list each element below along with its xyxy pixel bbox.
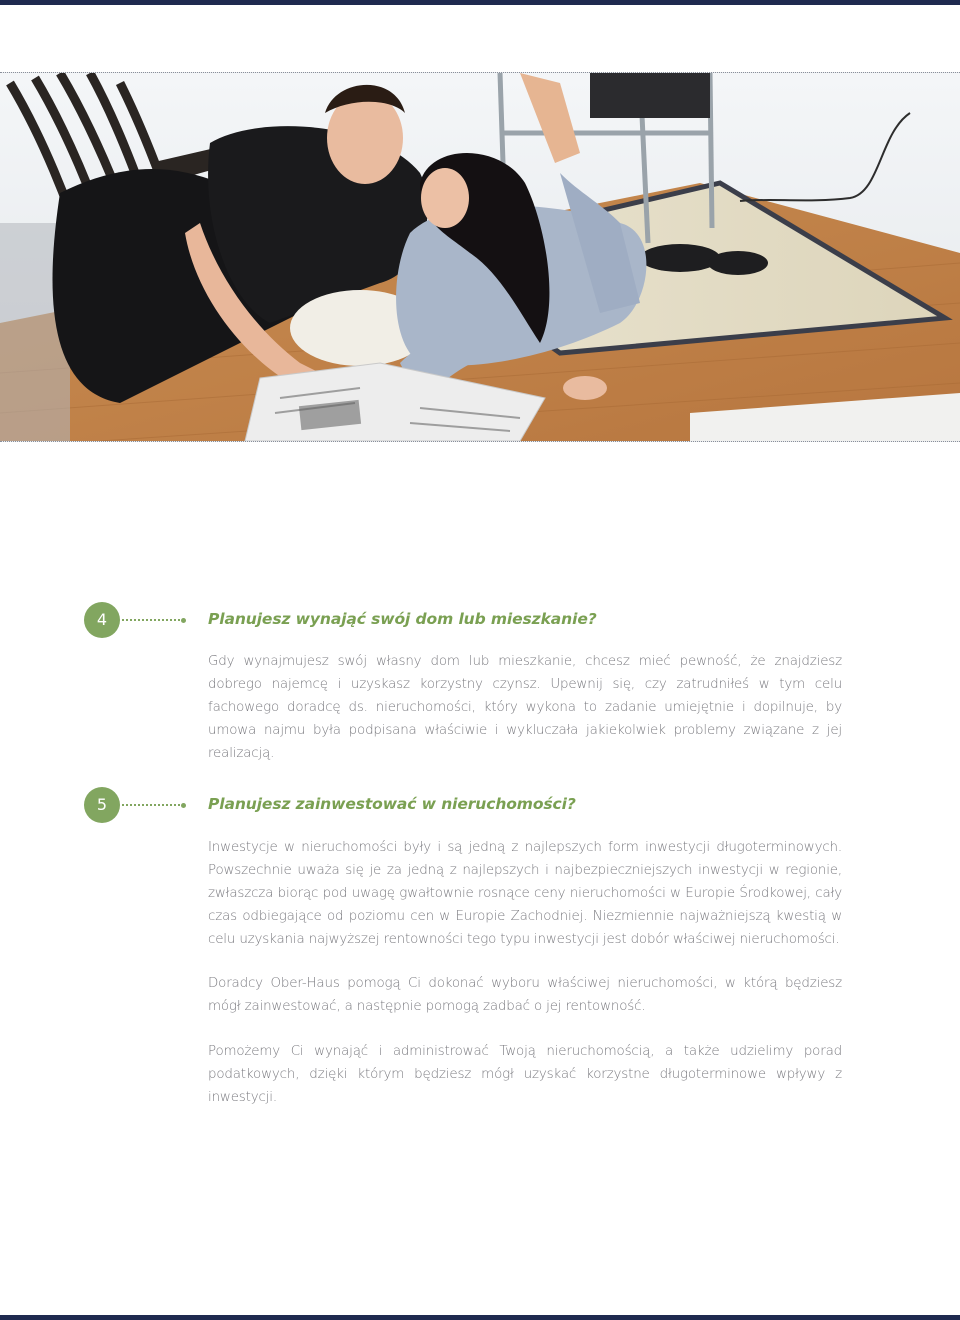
section-number-badge: 5 [84, 787, 120, 823]
section-number-badge: 4 [84, 602, 120, 638]
hero-photo [0, 72, 960, 442]
connector-dot [181, 803, 186, 808]
section-paragraph: Doradcy Ober-Haus pomogą Ci dokonać wyboru właściwej nieruchomości, w którą będziesz mógł zainwestować, a następnie pomogą zadbać o jej rentowność. [208, 976, 842, 1014]
bottom-border-bar [0, 1315, 960, 1320]
section-paragraph: Gdy wynajmujesz swój własny dom lub mieszkanie, chcesz mieć pewność, że znajdziesz dobrego najemcę i uzyskasz korzystny czynsz. Upewnij się, czy zatrudniłeś w tym celu fachowego doradcę ds. nieruchomości, który wykona to zadanie umiejętnie i dopilnuje, by umowa najmu była podpisana właściwie i wykluczała jakiekolwiek problemy związane z jej realizacją. [208, 654, 842, 761]
dotted-connector [122, 619, 180, 621]
section-paragraph: Pomożemy Ci wynająć i administrować Twoją nieruchomością, a także udzielimy porad podatkowych, dzięki którym będziesz mógł uzyskać korzystne długoterminowe wpływy z inwestycji. [208, 1044, 842, 1105]
connector-dot [181, 618, 186, 623]
section-heading: Planujesz wynająć swój dom lub mieszkanie? [208, 610, 597, 628]
section-heading: Planujesz zainwestować w nieruchomości? [208, 795, 576, 813]
top-border-bar [0, 0, 960, 5]
dotted-connector [122, 804, 180, 806]
couple-reading-newspaper-photo [0, 73, 960, 441]
section-paragraph: Inwestycje w nieruchomości były i są jedną z najlepszych form inwestycji długoterminowych. Powszechnie uważa się je za jedną z najlepszych i najbezpieczniejszych inwestycji w regionie, zwłaszcza biorąc pod uwagę gwałtownie rosnące ceny nieruchomości w Europie Środkowej, cały czas odbiegające od poziomu cen w Europie Zachodniej. Niezmiennie najważniejszą kwestią w celu uzyskania najwyższej rentowności tego typu inwestycji jest dobór właściwej nieruchomości. [208, 840, 842, 947]
